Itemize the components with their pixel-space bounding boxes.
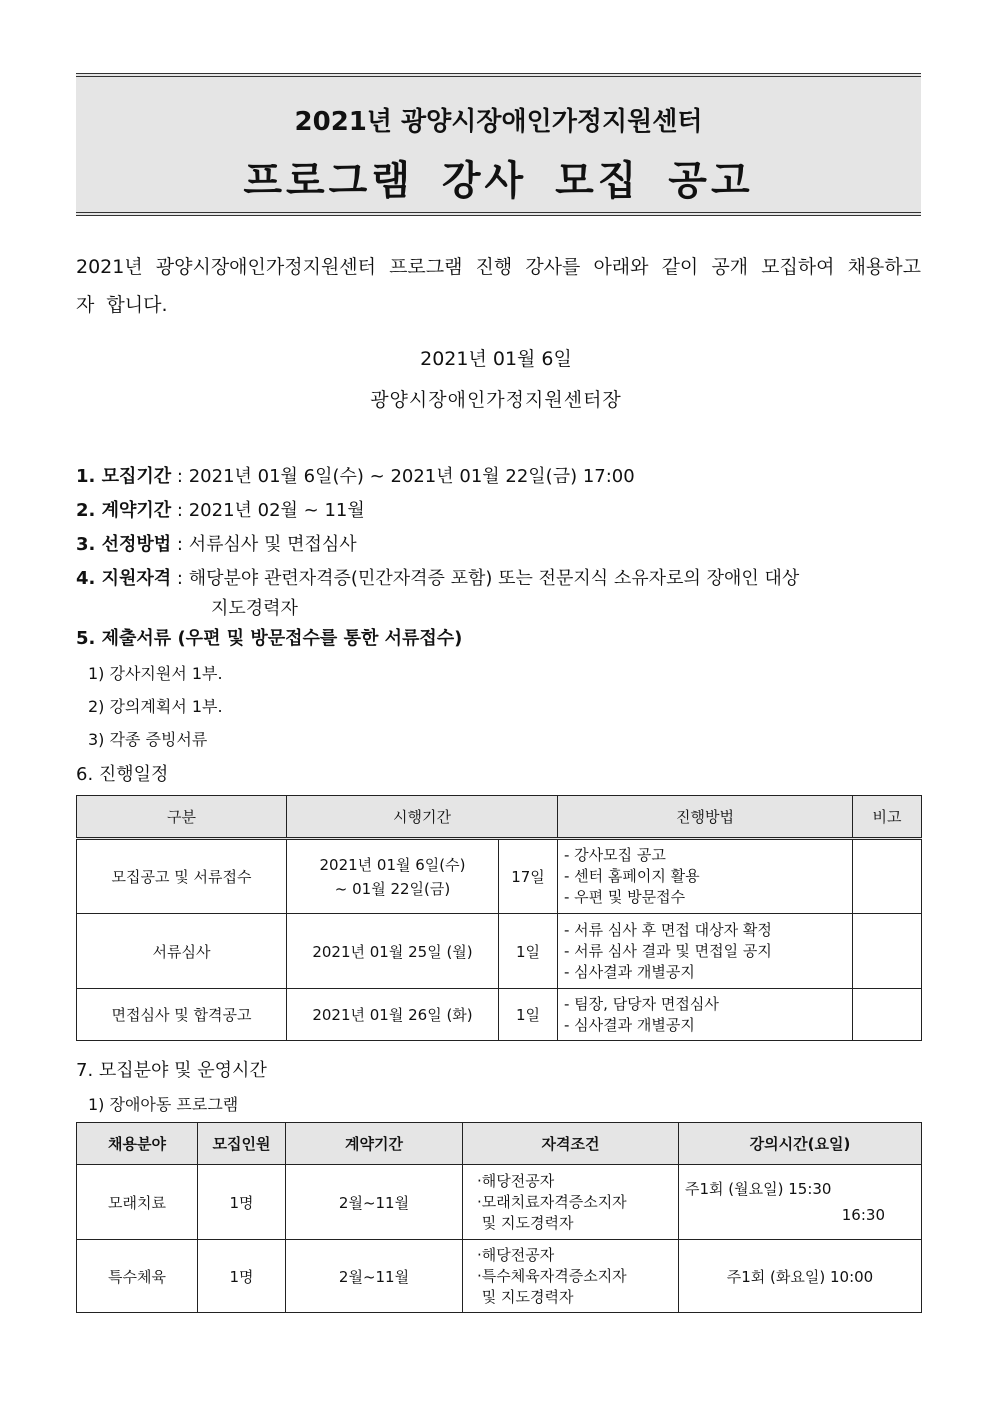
item-documents: 5. 제출서류 (우편 및 방문접수를 통한 서류접수) xyxy=(76,628,463,649)
item-contract-period: 2. 계약기간 : 2021년 02월 ~ 11월 xyxy=(76,500,365,521)
schedule-heading: 6. 진행일정 xyxy=(76,764,169,785)
item-recruit-period: 1. 모집기간 : 2021년 01월 6일(수) ~ 2021년 01월 22일(금) 17:00 xyxy=(76,466,635,487)
title-box xyxy=(76,73,921,216)
col-period: 시행기간 xyxy=(287,796,558,839)
col-field: 채용분야 xyxy=(77,1123,198,1165)
table-row: 서류심사 2021년 01월 25일 (월) 1일 - 서류 심사 후 면접 대상자 확정 - 서류 심사 결과 및 면접일 공지 - 심사결과 개별공지 xyxy=(77,914,922,989)
title-line-1: 2021년 광양시장애인가정지원센터 xyxy=(294,107,703,137)
document-3: 3) 각종 증빙서류 xyxy=(88,730,208,749)
table-row: 특수체육 1명 2월~11월 ·해당전공자 ·특수체육자격증소지자 및 지도경력자 주1회 (화요일) 10:00 xyxy=(77,1240,922,1313)
document-1: 1) 강사지원서 1부. xyxy=(88,664,223,683)
recruit-table xyxy=(76,1122,922,1313)
table-row: 면접심사 및 합격공고 2021년 01월 26일 (화) 1일 - 팀장, 담당자 면접심사 - 심사결과 개별공지 xyxy=(77,989,922,1041)
col-method: 진행방법 xyxy=(558,796,853,839)
document-2: 2) 강의계획서 1부. xyxy=(88,697,223,716)
schedule-table xyxy=(76,795,922,1041)
intro-paragraph: 2021년 광양시장애인가정지원센터 프로그램 진행 강사를 아래와 같이 공개 모집하여 채용하고자 합니다. xyxy=(76,256,921,316)
item-selection-method: 3. 선정방법 : 서류심사 및 면접심사 xyxy=(76,534,357,555)
col-count: 모집인원 xyxy=(198,1123,286,1165)
col-note: 비고 xyxy=(853,796,922,839)
col-category: 구분 xyxy=(77,796,287,839)
signer: 광양시장애인가정지원센터장 xyxy=(370,389,622,411)
announcement-date: 2021년 01월 6일 xyxy=(420,348,572,370)
col-term: 계약기간 xyxy=(286,1123,463,1165)
recruit-subheading: 1) 장애아동 프로그램 xyxy=(88,1095,239,1114)
recruit-heading: 7. 모집분야 및 운영시간 xyxy=(76,1060,267,1081)
item-qualification-cont: 지도경력자 xyxy=(211,598,298,619)
title-line-2: 프로그램 강사 모집 공고 xyxy=(243,158,754,204)
item-qualification: 4. 지원자격 : 해당분야 관련자격증(민간자격증 포함) 또는 전문지식 소유자로의 장애인 대상 xyxy=(76,568,800,589)
table-row: 모집공고 및 서류접수 2021년 01월 6일(수) ~ 01월 22일(금) 17일 - 강사모집 공고 - 센터 홈페이지 활용 - 우편 및 방문접수 xyxy=(77,839,922,914)
col-time: 강의시간(요일) xyxy=(679,1123,922,1165)
col-qualification: 자격조건 xyxy=(463,1123,679,1165)
table-row: 모래치료 1명 2월~11월 ·해당전공자 ·모래치료자격증소지자 및 지도경력자 주1회 (월요일) 15:30 16:30 xyxy=(77,1165,922,1240)
